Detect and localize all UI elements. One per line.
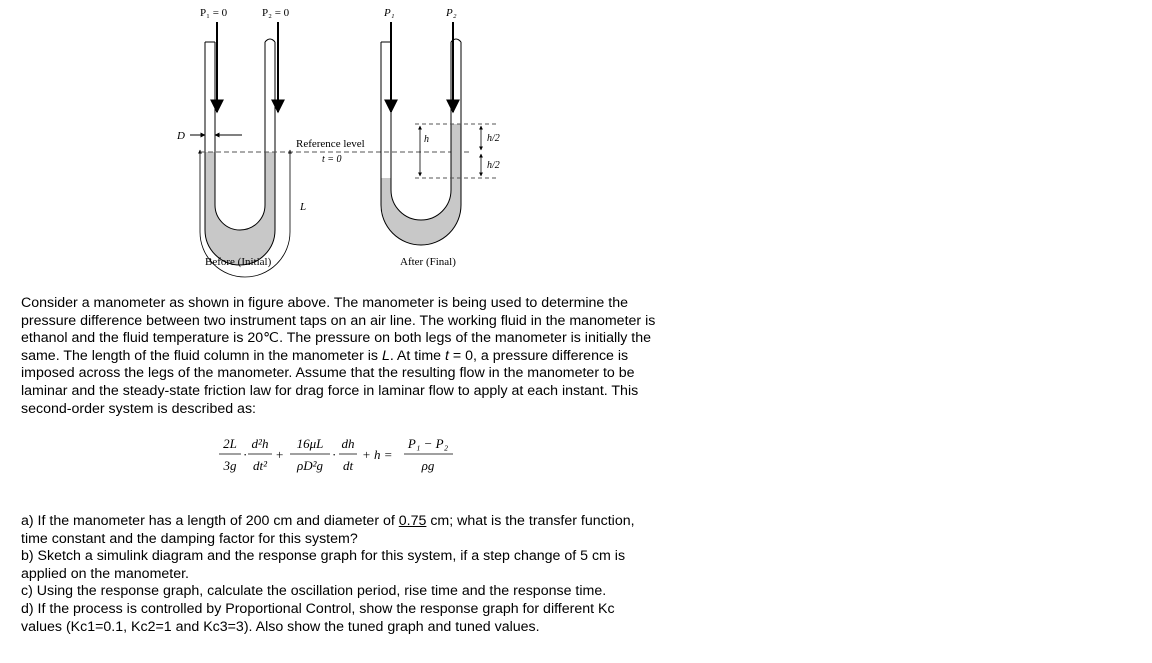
eq-dot-1: · [243,447,248,462]
eq-plus-h-equals: + h = [362,447,393,462]
eq-plus-1: + [276,447,284,462]
caption-after: After (Final) [400,256,456,268]
eq-t2-den: ρD²g [296,458,324,473]
eq-rhs-den: ρg [421,458,435,473]
after-manometer [381,22,498,245]
governing-equation [210,430,470,480]
label-h-half-bottom: h/2 [487,160,500,171]
label-t-zero: t = 0 [322,154,342,165]
label-p1-zero: P₁ = 0 [200,7,228,19]
label-reference-level: Reference level [296,138,365,150]
caption-before: Before (Initial) [205,256,272,268]
label-p1: P₁ [384,7,395,19]
question-d: d) If the process is controlled by Proportional Control, show the response graph for different Kc values (Kc1=0.1, Kc2=1 and Kc3=3). Also show the tuned graph and tuned values. [21,600,615,635]
eq-t1-num: 2L [223,436,237,451]
question-c: c) Using the response graph, calculate the oscillation period, rise time and the response time. [21,583,607,600]
eq-t2-num: 16μL [296,436,324,451]
eq-d2h-den: dt² [252,458,268,473]
questions-list [21,513,651,636]
question-a: a) If the manometer has a length of 200 cm and diameter of 0.75 cm; what is the transfer function, time constant and the damping factor for this system? [21,513,635,547]
label-p2-zero: P₂ = 0 [262,7,290,19]
after-fluid [381,124,461,245]
label-l: L [300,201,307,213]
manometer-figure [0,0,700,280]
diameter-value: 0.75 [398,513,427,529]
label-d: D [177,130,185,142]
eq-dot-2: · [332,447,337,462]
eq-rhs-num: P₁ − P₂ [407,436,449,451]
label-h-half-top: h/2 [487,133,500,144]
before-tube-inner [215,42,265,230]
eq-t1-den: 3g [223,458,237,473]
intro-paragraph: Consider a manometer as shown in figure above. The manometer is being used to determine the pressure difference between two instrument taps on an air line. The working fluid in the manometer is ethanol and the fluid temperature is 20℃. The pressure on both legs of the manometer is initially the same. The length of the fluid column in the manometer is L. At time t = 0, a pressure difference is imposed across the legs of the manometer. Assume that the resulting flow in the manometer to be laminar and the steady-state friction law for drag force in laminar flow to apply at each instant. This second-order system is described as: [21,295,656,417]
eq-dh-num: dh [341,436,355,451]
after-tube-inner [391,42,451,220]
label-p2: P₂ [446,7,457,19]
label-h: h [424,134,429,145]
eq-dh-den: dt [342,458,354,473]
before-manometer [190,22,290,277]
question-b: b) Sketch a simulink diagram and the response graph for this system, if a step change of 5 cm is applied on the manometer. [21,548,626,582]
eq-d2h-num: d²h [251,436,269,451]
